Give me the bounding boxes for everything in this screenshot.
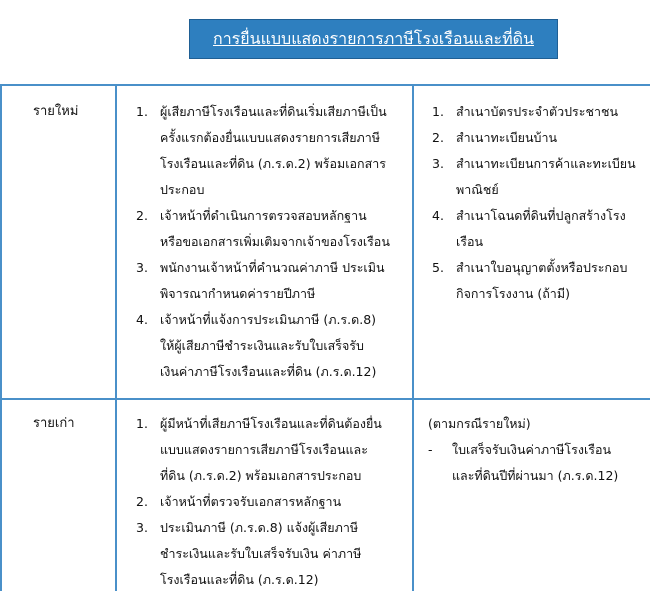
documents-note: (ตามกรณีรายใหม่)	[428, 416, 531, 431]
item-line: แบบแสดงรายการเสียภาษีโรงเรือนและ	[160, 442, 368, 457]
list-item	[432, 255, 636, 307]
item-line: เงินค่าภาษีโรงเรือนและที่ดิน (ภ.ร.ด.12)	[160, 364, 377, 379]
list-item	[432, 125, 636, 151]
item-line: เรือน	[456, 234, 484, 249]
list-item	[136, 255, 390, 307]
item-line: หรือขอเอกสารเพิ่มเติมจากเจ้าของโรงเรือน	[160, 234, 390, 249]
row-label-new: รายใหม่	[33, 104, 79, 119]
list-item	[136, 99, 390, 203]
new-steps-list	[136, 99, 390, 385]
item-number: 1.	[432, 104, 444, 119]
list-item	[136, 411, 382, 489]
item-line: เจ้าหน้าที่ดำเนินการตรวจสอบหลักฐาน	[160, 208, 367, 223]
list-item	[432, 99, 636, 125]
item-line: ประกอบ	[160, 182, 205, 197]
item-number: 2.	[136, 208, 148, 223]
item-line: พิจารณากำหนดค่ารายปีภาษี	[160, 286, 316, 301]
bullet-dash: -	[428, 442, 433, 457]
item-line: และที่ดินปีที่ผ่านมา (ภ.ร.ด.12)	[452, 468, 619, 483]
item-line: สำเนาบัตรประจำตัวประชาชน	[456, 104, 618, 119]
list-item	[136, 515, 382, 593]
item-line: สำเนาใบอนุญาตตั้งหรือประกอบ	[456, 260, 628, 275]
list-item	[428, 437, 618, 489]
item-number: 4.	[432, 208, 444, 223]
item-number: 2.	[432, 130, 444, 145]
item-number: 2.	[136, 494, 148, 509]
item-number: 3.	[432, 156, 444, 171]
item-line: ครั้งแรกต้องยื่นแบบแสดงรายการเสียภาษี	[160, 130, 381, 145]
item-line: ที่ดิน (ภ.ร.ด.2) พร้อมเอกสารประกอบ	[160, 468, 362, 483]
page-title: การยื่นแบบแสดงรายการภาษีโรงเรือนและที่ดิน	[213, 28, 534, 48]
item-number: 3.	[136, 520, 148, 535]
procedure-table	[0, 84, 650, 591]
item-number: 1.	[136, 416, 148, 431]
item-line: พาณิชย์	[456, 182, 499, 197]
item-line: โรงเรือนและที่ดิน (ภ.ร.ด.2) พร้อมเอกสาร	[160, 156, 386, 171]
item-line: เจ้าหน้าที่ตรวจรับเอกสารหลักฐาน	[160, 494, 342, 509]
item-line: โรงเรือนและที่ดิน (ภ.ร.ด.12)	[160, 572, 319, 587]
row-divider	[0, 398, 650, 400]
table-border-left	[0, 86, 2, 591]
item-line: ผู้มีหน้าที่เสียภาษีโรงเรือนและที่ดินต้องยื่น	[160, 416, 382, 431]
item-line: ชำระเงินและรับใบเสร็จรับเงิน ค่าภาษี	[160, 546, 362, 561]
list-item	[136, 203, 390, 255]
list-item	[432, 151, 636, 203]
existing-documents-list	[428, 437, 618, 489]
title-banner	[189, 19, 558, 59]
item-number: 3.	[136, 260, 148, 275]
item-line: สำเนาโฉนดที่ดินที่ปลูกสร้างโรง	[456, 208, 626, 223]
new-documents-list	[432, 99, 636, 307]
row-label-existing: รายเก่า	[33, 416, 75, 431]
item-line: สำเนาทะเบียนบ้าน	[456, 130, 558, 145]
item-line: ใบเสร็จรับเงินค่าภาษีโรงเรือน	[452, 442, 611, 457]
item-line: ให้ผู้เสียภาษีชำระเงินและรับใบเสร็จรับ	[160, 338, 364, 353]
list-item	[136, 307, 390, 385]
existing-steps-list	[136, 411, 382, 593]
column-divider-1	[115, 86, 117, 591]
item-line: พนักงานเจ้าหน้าที่คำนวณค่าภาษี ประเมิน	[160, 260, 385, 275]
item-line: ผู้เสียภาษีโรงเรือนและที่ดินเริ่มเสียภาษีเป็น	[160, 104, 387, 119]
item-number: 4.	[136, 312, 148, 327]
list-item	[136, 489, 382, 515]
column-divider-2	[412, 86, 414, 591]
list-item	[432, 203, 636, 255]
item-line: สำเนาทะเบียนการค้าและทะเบียน	[456, 156, 636, 171]
item-line: กิจการโรงงาน (ถ้ามี)	[456, 286, 570, 301]
item-number: 1.	[136, 104, 148, 119]
item-line: ประเมินภาษี (ภ.ร.ด.8) แจ้งผู้เสียภาษี	[160, 520, 359, 535]
item-line: เจ้าหน้าที่แจ้งการประเมินภาษี (ภ.ร.ด.8)	[160, 312, 377, 327]
item-number: 5.	[432, 260, 444, 275]
